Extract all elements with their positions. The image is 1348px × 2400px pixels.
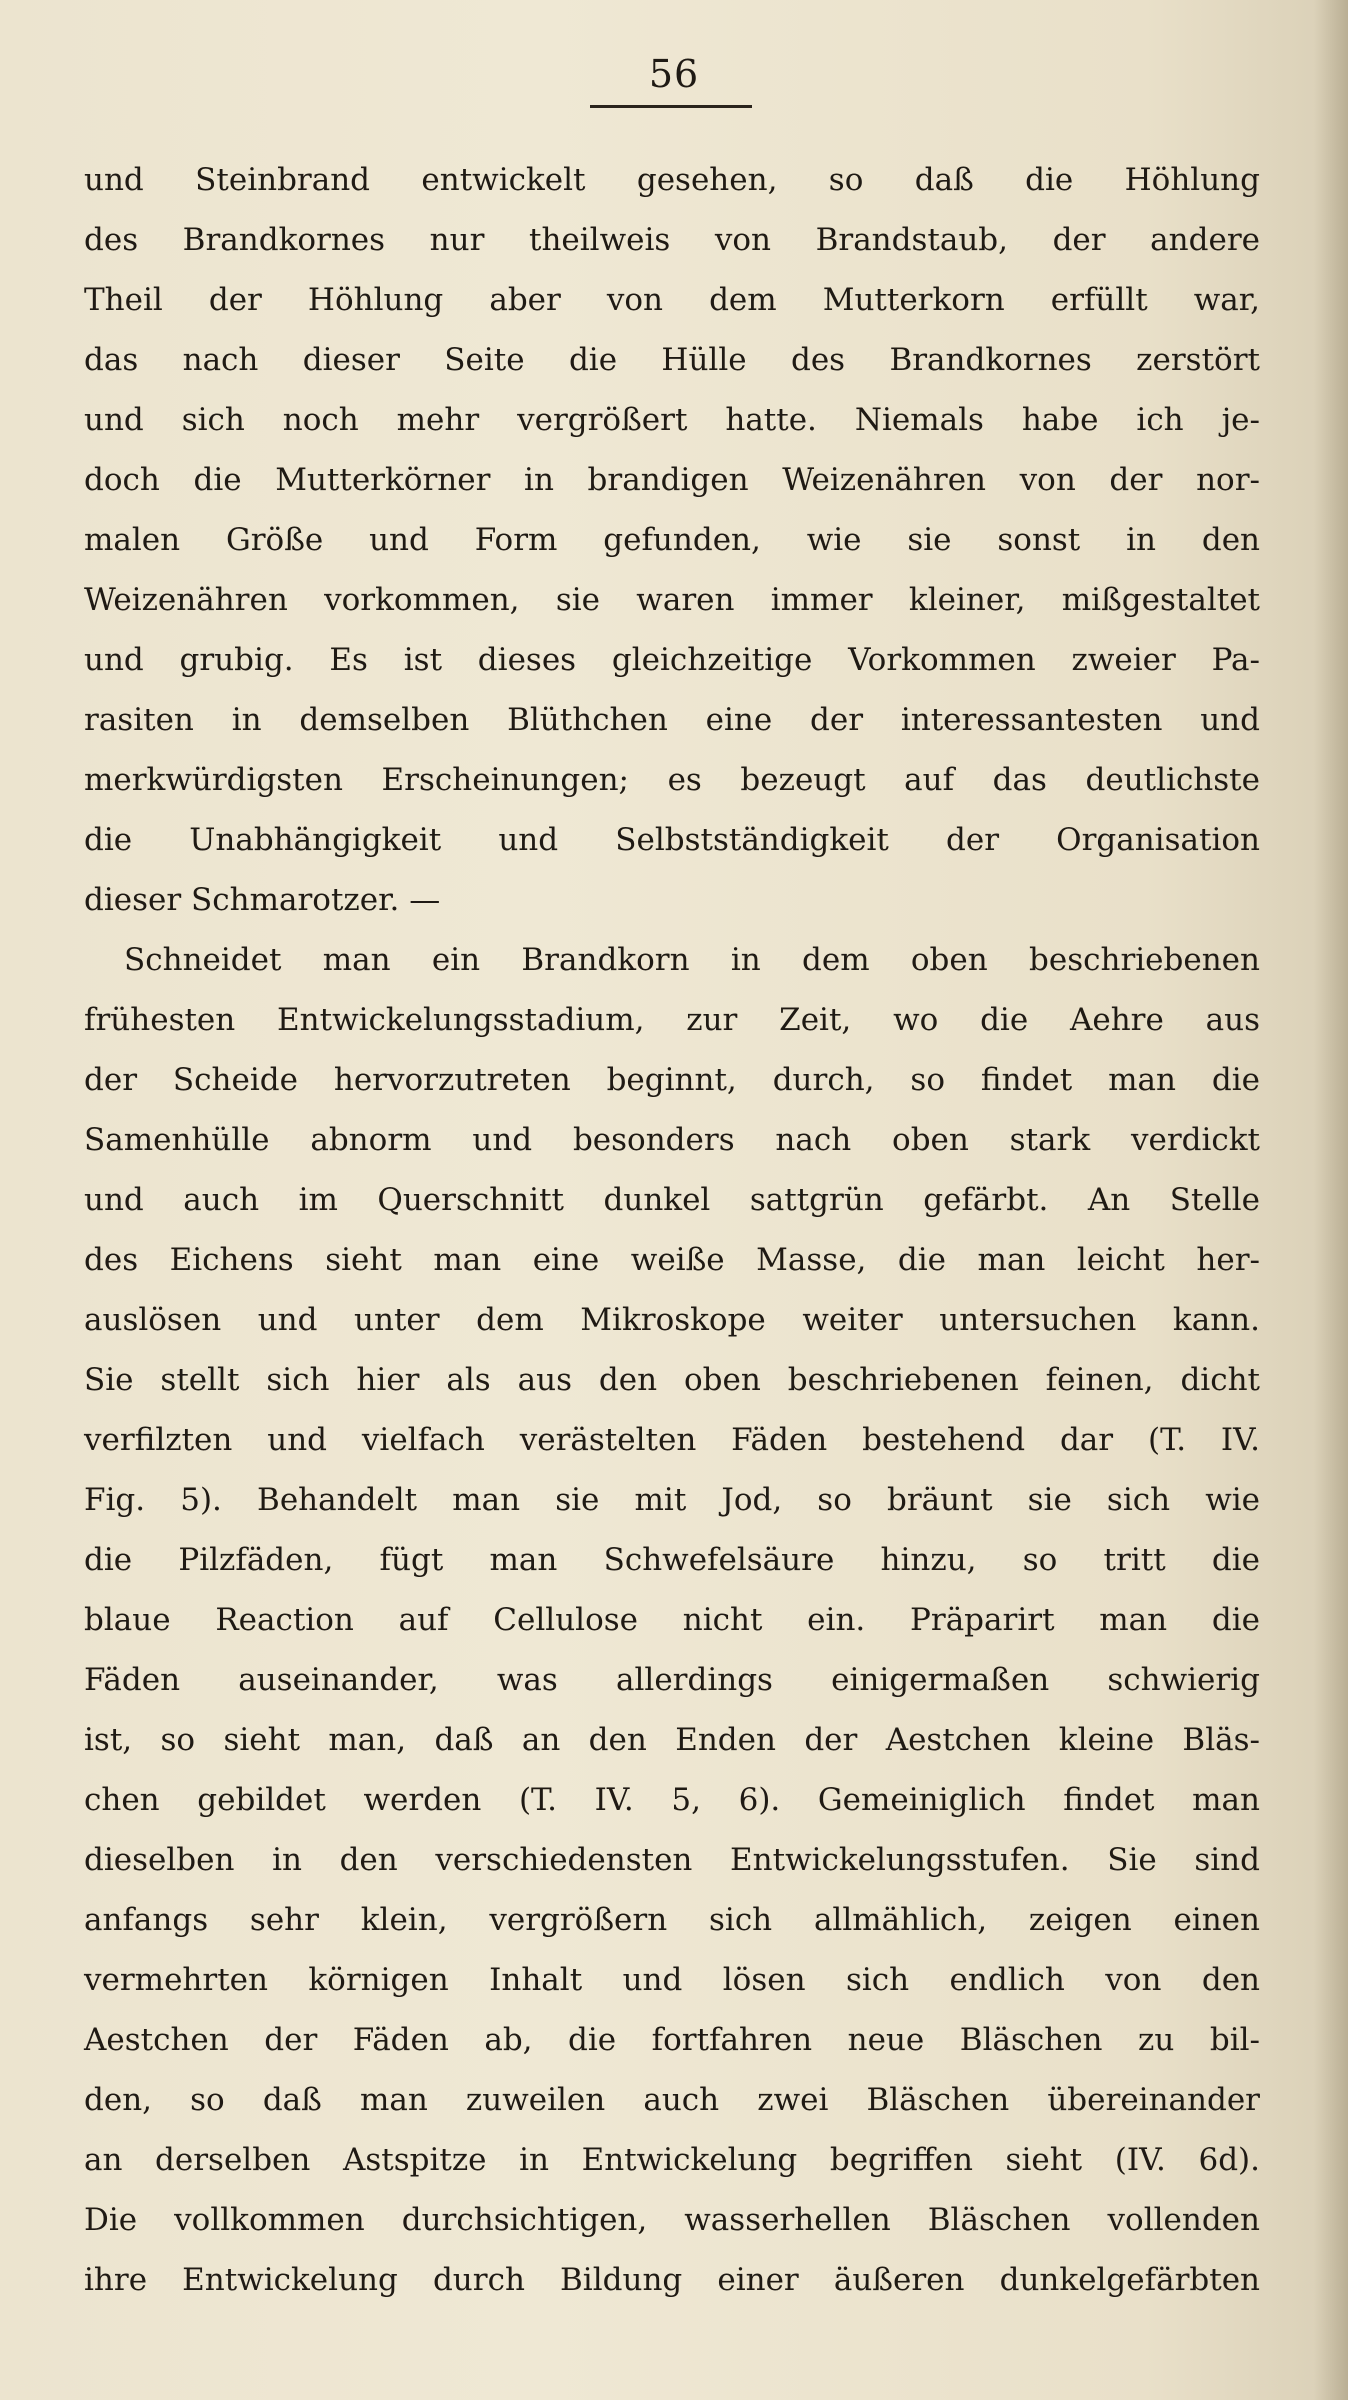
page-edge-shadow bbox=[1314, 0, 1348, 2400]
text-line: rasiten in demselben Blüthchen eine der interessantesten und bbox=[84, 702, 1260, 738]
text-line: des Eichens sieht man eine weiße Masse, die man leicht her- bbox=[84, 1242, 1260, 1278]
text-line: doch die Mutterkörner in brandigen Weizenähren von der nor- bbox=[84, 462, 1260, 498]
text-line: und Steinbrand entwickelt gesehen, so daß die Höhlung bbox=[84, 162, 1260, 198]
text-line: das nach dieser Seite die Hülle des Brandkornes zerstört bbox=[84, 342, 1260, 378]
text-line: Sie stellt sich hier als aus den oben beschriebenen feinen, dicht bbox=[84, 1362, 1260, 1398]
text-line: Aestchen der Fäden ab, die fortfahren neue Bläschen zu bil- bbox=[84, 2022, 1260, 2058]
text-line: Samenhülle abnorm und besonders nach oben stark verdickt bbox=[84, 1122, 1260, 1158]
text-line: und auch im Querschnitt dunkel sattgrün gefärbt. An Stelle bbox=[84, 1182, 1260, 1218]
text-line: der Scheide hervorzutreten beginnt, durch, so findet man die bbox=[84, 1062, 1260, 1098]
text-line: anfangs sehr klein, vergrößern sich allmählich, zeigen einen bbox=[84, 1902, 1260, 1938]
text-line: Theil der Höhlung aber von dem Mutterkorn erfüllt war, bbox=[84, 282, 1260, 318]
page-number: 56 bbox=[648, 52, 700, 96]
text-line: verfilzten und vielfach verästelten Fäden bestehend dar (T. IV. bbox=[84, 1422, 1260, 1458]
text-line: den, so daß man zuweilen auch zwei Bläschen übereinander bbox=[84, 2082, 1260, 2118]
text-line: Die vollkommen durchsichtigen, wasserhellen Bläschen vollenden bbox=[84, 2202, 1260, 2238]
text-line: frühesten Entwickelungsstadium, zur Zeit, wo die Aehre aus bbox=[84, 1002, 1260, 1038]
text-line: ihre Entwickelung durch Bildung einer äußeren dunkelgefärbten bbox=[84, 2262, 1260, 2298]
body-text bbox=[84, 150, 1260, 2310]
text-line: vermehrten körnigen Inhalt und lösen sich endlich von den bbox=[84, 1962, 1260, 1998]
text-line: Fig. 5). Behandelt man sie mit Jod, so bräunt sie sich wie bbox=[84, 1482, 1260, 1518]
paragraph-start-line: Schneidet man ein Brandkorn in dem oben beschriebenen bbox=[124, 942, 1260, 978]
text-line: Fäden auseinander, was allerdings einigermaßen schwierig bbox=[84, 1662, 1260, 1698]
text-line: auslösen und unter dem Mikroskope weiter untersuchen kann. bbox=[84, 1302, 1260, 1338]
paragraph-end-line: dieser Schmarotzer. — bbox=[84, 882, 441, 918]
text-line: merkwürdigsten Erscheinungen; es bezeugt auf das deutlichste bbox=[84, 762, 1260, 798]
text-line: Weizenähren vorkommen, sie waren immer kleiner, mißgestaltet bbox=[84, 582, 1260, 618]
text-line: und grubig. Es ist dieses gleichzeitige Vorkommen zweier Pa- bbox=[84, 642, 1260, 678]
text-line: chen gebildet werden (T. IV. 5, 6). Gemeiniglich findet man bbox=[84, 1782, 1260, 1818]
text-line: die Pilzfäden, fügt man Schwefelsäure hinzu, so tritt die bbox=[84, 1542, 1260, 1578]
header-rule bbox=[590, 105, 752, 108]
text-line: blaue Reaction auf Cellulose nicht ein. Präparirt man die bbox=[84, 1602, 1260, 1638]
text-line: an derselben Astspitze in Entwickelung begriffen sieht (IV. 6d). bbox=[84, 2142, 1260, 2178]
text-line: die Unabhängigkeit und Selbstständigkeit der Organisation bbox=[84, 822, 1260, 858]
text-line: malen Größe und Form gefunden, wie sie sonst in den bbox=[84, 522, 1260, 558]
text-line: ist, so sieht man, daß an den Enden der Aestchen kleine Bläs- bbox=[84, 1722, 1260, 1758]
text-line: und sich noch mehr vergrößert hatte. Niemals habe ich je- bbox=[84, 402, 1260, 438]
text-line: dieselben in den verschiedensten Entwickelungsstufen. Sie sind bbox=[84, 1842, 1260, 1878]
text-line: des Brandkornes nur theilweis von Brandstaub, der andere bbox=[84, 222, 1260, 258]
